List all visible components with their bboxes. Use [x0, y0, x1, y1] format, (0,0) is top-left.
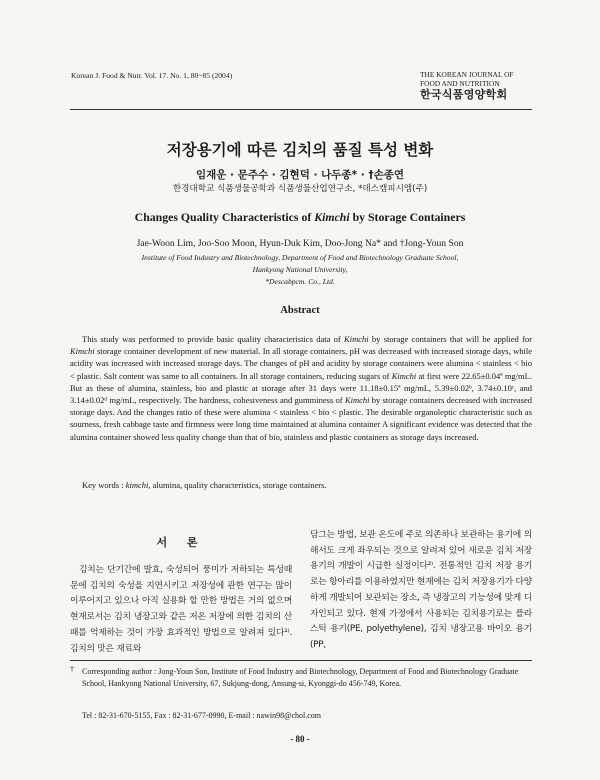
abstract-part: This study was performed to provide basic quality characteristics data of [82, 334, 345, 344]
intro-right-column: 담그는 방법, 보관 온도에 주로 의존하나 보관하는 용기에 의해서도 크게 좌우되는 것으로 알려져 있어 새로운 김치 저장용기의 개발이 시급한 실정이다²⁾. 전통적인 김치 저장 용기로는 항아리를 이용하였지만 현재에는 김치 저장용기가 다양하게 개발되어 보관되는 장소, 즉 냉장고의 기능성에 맞게 디자인되고 있다. 현재 가정에서 사용되는 김치용기로는 플라스틱 용기(PE, polyethylene), 김치 냉장고용 바이오 용기(PP, [310, 530, 532, 650]
footnote-text: Corresponding author : Jong-Youn Son, Institute of Food Industry and Biotechnology, Department of Food and Biotechnology Graduate School, Hankyong National University, 67, Sukjung-dong, Ansung-si, Kyonggi-do 456-749, Korea. [82, 667, 519, 689]
page-number: - 80 - [290, 734, 310, 744]
journal-name-line-2: FOOD AND NUTRITION [420, 79, 500, 88]
journal-name-korean: 한국식품영양학회 [420, 88, 508, 101]
abstract-kimchi: Kimchi [344, 334, 369, 344]
abstract-part: by storage containers that will be applied for [368, 334, 532, 344]
abstract-part: by storage containers decreased with increased storage days. And the changes ratio of these were alumina < stainless < bio < plastic. The desirable organoleptic characteristic such as sourness, fresh cabbage taste and firmness were long time maintained at alumina container A significant evidence was detected that the alumina container showed less quality change than that of bio, stainless and plastic containers as storage days increased. [70, 395, 532, 442]
keywords [82, 480, 532, 490]
keywords-rest: , alumina, quality characteristics, storage containers. [148, 480, 327, 490]
abstract-text [70, 333, 532, 443]
korean-authors: 임재운 · 문주수 · 김현덕 · 나두종* · †손종연 [195, 169, 405, 181]
journal-name-block [420, 70, 530, 99]
english-title-kimchi: Kimchi [314, 210, 350, 224]
english-title-post: by Storage Containers [349, 210, 466, 224]
abstract-part: storage container development of new material. In all storage containers, pH was decreased with increased storage days, while acidity was increased with increased storage days. The changes of pH and acidity by storage containers were alumina < stainless < bio < plastic. Salt content was same to all containers. In all storage containers, reducing sugars of [70, 346, 532, 381]
abstract-kimchi: Kimchi [391, 370, 417, 381]
footnote-rule [70, 660, 532, 661]
korean-affiliation: 한경대학교 식품생물공학과 식품생물산업연구소, *데스캠피시엠(주) [172, 184, 428, 194]
english-title-pre: Changes Quality Characteristics of [134, 210, 315, 224]
english-affiliation-line-1: Institute of Food Industry and Biotechnology, Department of Food and Biotechnology Graduate School, [141, 253, 459, 262]
header-rule [70, 109, 532, 110]
abstract-part: at first were 22.65±0.04ª mg/mL. But as these of alumina, stainless, bio and plastic at storage after 31 days were 11.18±0.15ª mg/mL, 5.39±0.02ᵇ, 3.74±0.10ᶜ, and 3.14±0.02ᵈ mg/mL, respectively. The hardness, cohesiveness and gumminess of [70, 370, 532, 406]
english-affiliation [0, 252, 600, 288]
introduction-heading: 서 론 [156, 536, 206, 549]
keywords-label: Key words : [82, 480, 126, 490]
contact-line: Tel : 82-31-670-5155, Fax : 82-31-677-0990, E-mail : nawin98@chol.com [82, 711, 321, 720]
journal-citation: Korean J. Food & Nutr. Vol. 17. No. 1, 80~85 (2004) [71, 71, 233, 80]
keywords-kimchi: kimchi [125, 480, 149, 490]
english-title [0, 210, 600, 225]
journal-name-line-1: THE KOREAN JOURNAL OF [420, 70, 514, 79]
abstract-kimchi: Kimchi [344, 395, 370, 406]
korean-title: 저장용기에 따른 김치의 품질 특성 변화 [166, 141, 434, 159]
dagger-mark: † [70, 665, 74, 674]
english-affiliation-line-2: Hankyong National University, [252, 265, 348, 274]
english-affiliation-line-3: *Descabpcm. Co., Ltd. [265, 277, 335, 286]
abstract-heading: Abstract [280, 305, 320, 316]
corresponding-author-footnote [70, 666, 532, 691]
english-authors: Jae-Woon Lim, Joo-Soo Moon, Hyun-Duk Kim, Doo-Jong Na* and †Jong-Youn Son [136, 238, 464, 249]
abstract-kimchi: Kimchi [70, 346, 95, 357]
intro-left-column: 김치는 단기간에 발효, 숙성되어 풍미가 저하되는 특성때문에 김치의 숙성을 지연시키고 저장성에 관한 연구는 많이 이루어지고 있으나 아직 실용화 할 만한 방법은 거의 없으며 현재로서는 김치 냉장고와 같은 저온 저장에 의한 김치의 산패를 억제하는 것이 가장 효과적인 방법으로 알려져 있다¹⁾. 김치의 맛은 재료와 [70, 565, 292, 654]
